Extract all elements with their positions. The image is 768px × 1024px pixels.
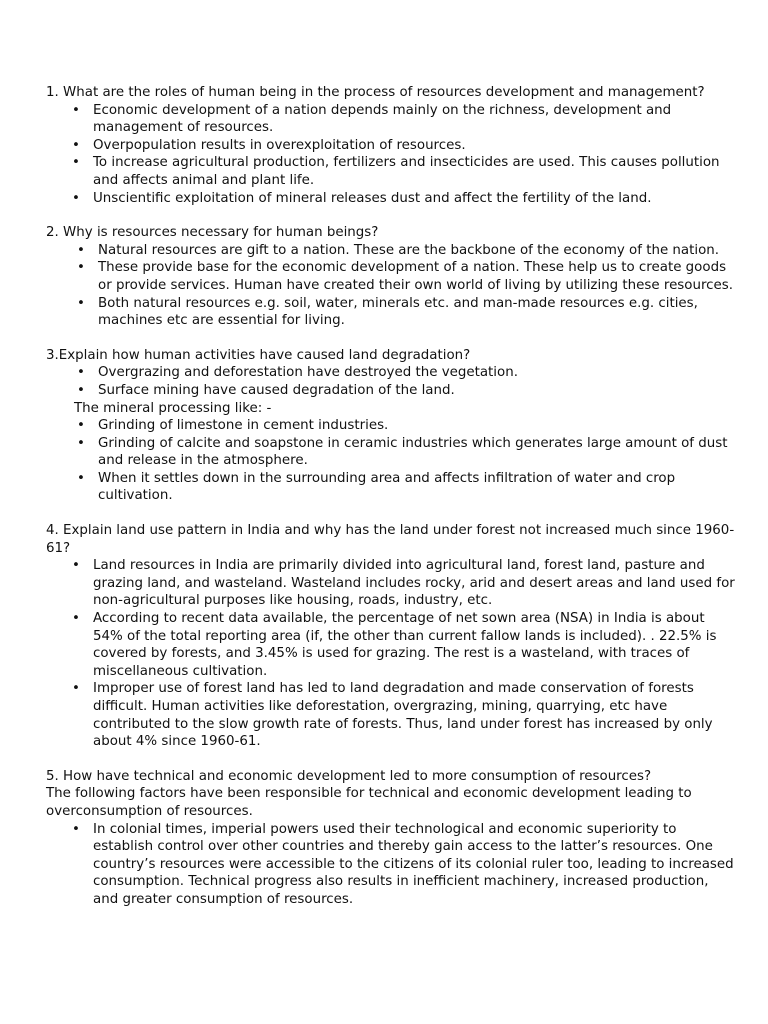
answer-list-2 — [46, 242, 736, 330]
list-item: • Overpopulation results in overexploitation of resources. — [93, 137, 736, 155]
answer-list-4 — [46, 557, 736, 751]
question-block-5 — [46, 768, 736, 909]
question-block-2 — [46, 224, 736, 330]
question-block-4 — [46, 522, 736, 751]
list-item: • Unscientific exploitation of mineral releases dust and affect the fertility of the land. — [93, 190, 736, 208]
list-item: • Natural resources are gift to a nation. These are the backbone of the economy of the nation. — [98, 242, 736, 260]
list-item: • Overgrazing and deforestation have destroyed the vegetation. — [98, 364, 736, 382]
document-page — [46, 84, 736, 926]
question-2: 2. Why is resources necessary for human beings? — [46, 225, 379, 241]
list-item: • Surface mining have caused degradation of the land. — [98, 382, 736, 400]
answer-intro-5: The following factors have been responsible for technical and economic development leading to overconsumption of resources. — [46, 786, 692, 819]
list-item: • When it settles down in the surrounding area and affects infiltration of water and crop cultivation. — [98, 470, 736, 505]
list-item: • Improper use of forest land has led to land degradation and made conservation of forests difficult. Human activities like deforestation, overgrazing, mining, quarrying, etc have contributed to the slow growth rate of forests. Thus, land under forest has increased by only about 4% since 1960-61. — [93, 680, 736, 750]
answer-list-5 — [46, 821, 736, 909]
list-item: • Both natural resources e.g. soil, water, minerals etc. and man-made resources e.g. cities, machines etc are essential for living. — [98, 295, 736, 330]
list-item: • Land resources in India are primarily divided into agricultural land, forest land, pasture and grazing land, and wasteland. Wasteland includes rocky, arid and desert areas and land used for non-agricultural purposes like housing, roads, industry, etc. — [93, 557, 736, 610]
question-1: 1. What are the roles of human being in the process of resources development and management? — [46, 85, 705, 100]
question-4: 4. Explain land use pattern in India and why has the land under forest not increased much since 1960-61? — [46, 523, 735, 556]
answer-list-1 — [46, 102, 736, 208]
list-item: • To increase agricultural production, fertilizers and insecticides are used. This causes pollution and affects animal and plant life. — [93, 154, 736, 189]
list-item: • Grinding of limestone in cement industries. — [98, 417, 736, 435]
answer-sublist-3 — [46, 417, 736, 505]
list-item: • Grinding of calcite and soapstone in ceramic industries which generates large amount of dust and release in the atmosphere. — [98, 435, 736, 470]
list-item: • Economic development of a nation depends mainly on the richness, development and management of resources. — [93, 102, 736, 137]
list-item: • These provide base for the economic development of a nation. These help us to create goods or provide services. Human have created their own world of living by utilizing these resources. — [98, 259, 736, 294]
question-block-1 — [46, 84, 736, 207]
answer-list-3 — [46, 364, 736, 399]
question-5: 5. How have technical and economic development led to more consumption of resources? — [46, 768, 652, 784]
subheading: The mineral processing like: - — [74, 400, 272, 416]
list-item: • According to recent data available, the percentage of net sown area (NSA) in India is about 54% of the total reporting area (if, the other than current fallow lands is included). . 22.5% is covered by forests, and 3.45% is used for grazing. The rest is a wasteland, with traces of miscellaneous cultivation. — [93, 610, 736, 680]
question-block-3 — [46, 347, 736, 505]
question-3: 3.Explain how human activities have caused land degradation? — [46, 347, 471, 363]
list-item: • In colonial times, imperial powers used their technological and economic superiority to establish control over other countries and thereby gain access to the latter’s resources. One country’s resources were accessible to the citizens of its colonial ruler too, leading to increased consumption. Technical progress also results in inefficient machinery, increased production, and greater consumption of resources. — [93, 821, 736, 909]
